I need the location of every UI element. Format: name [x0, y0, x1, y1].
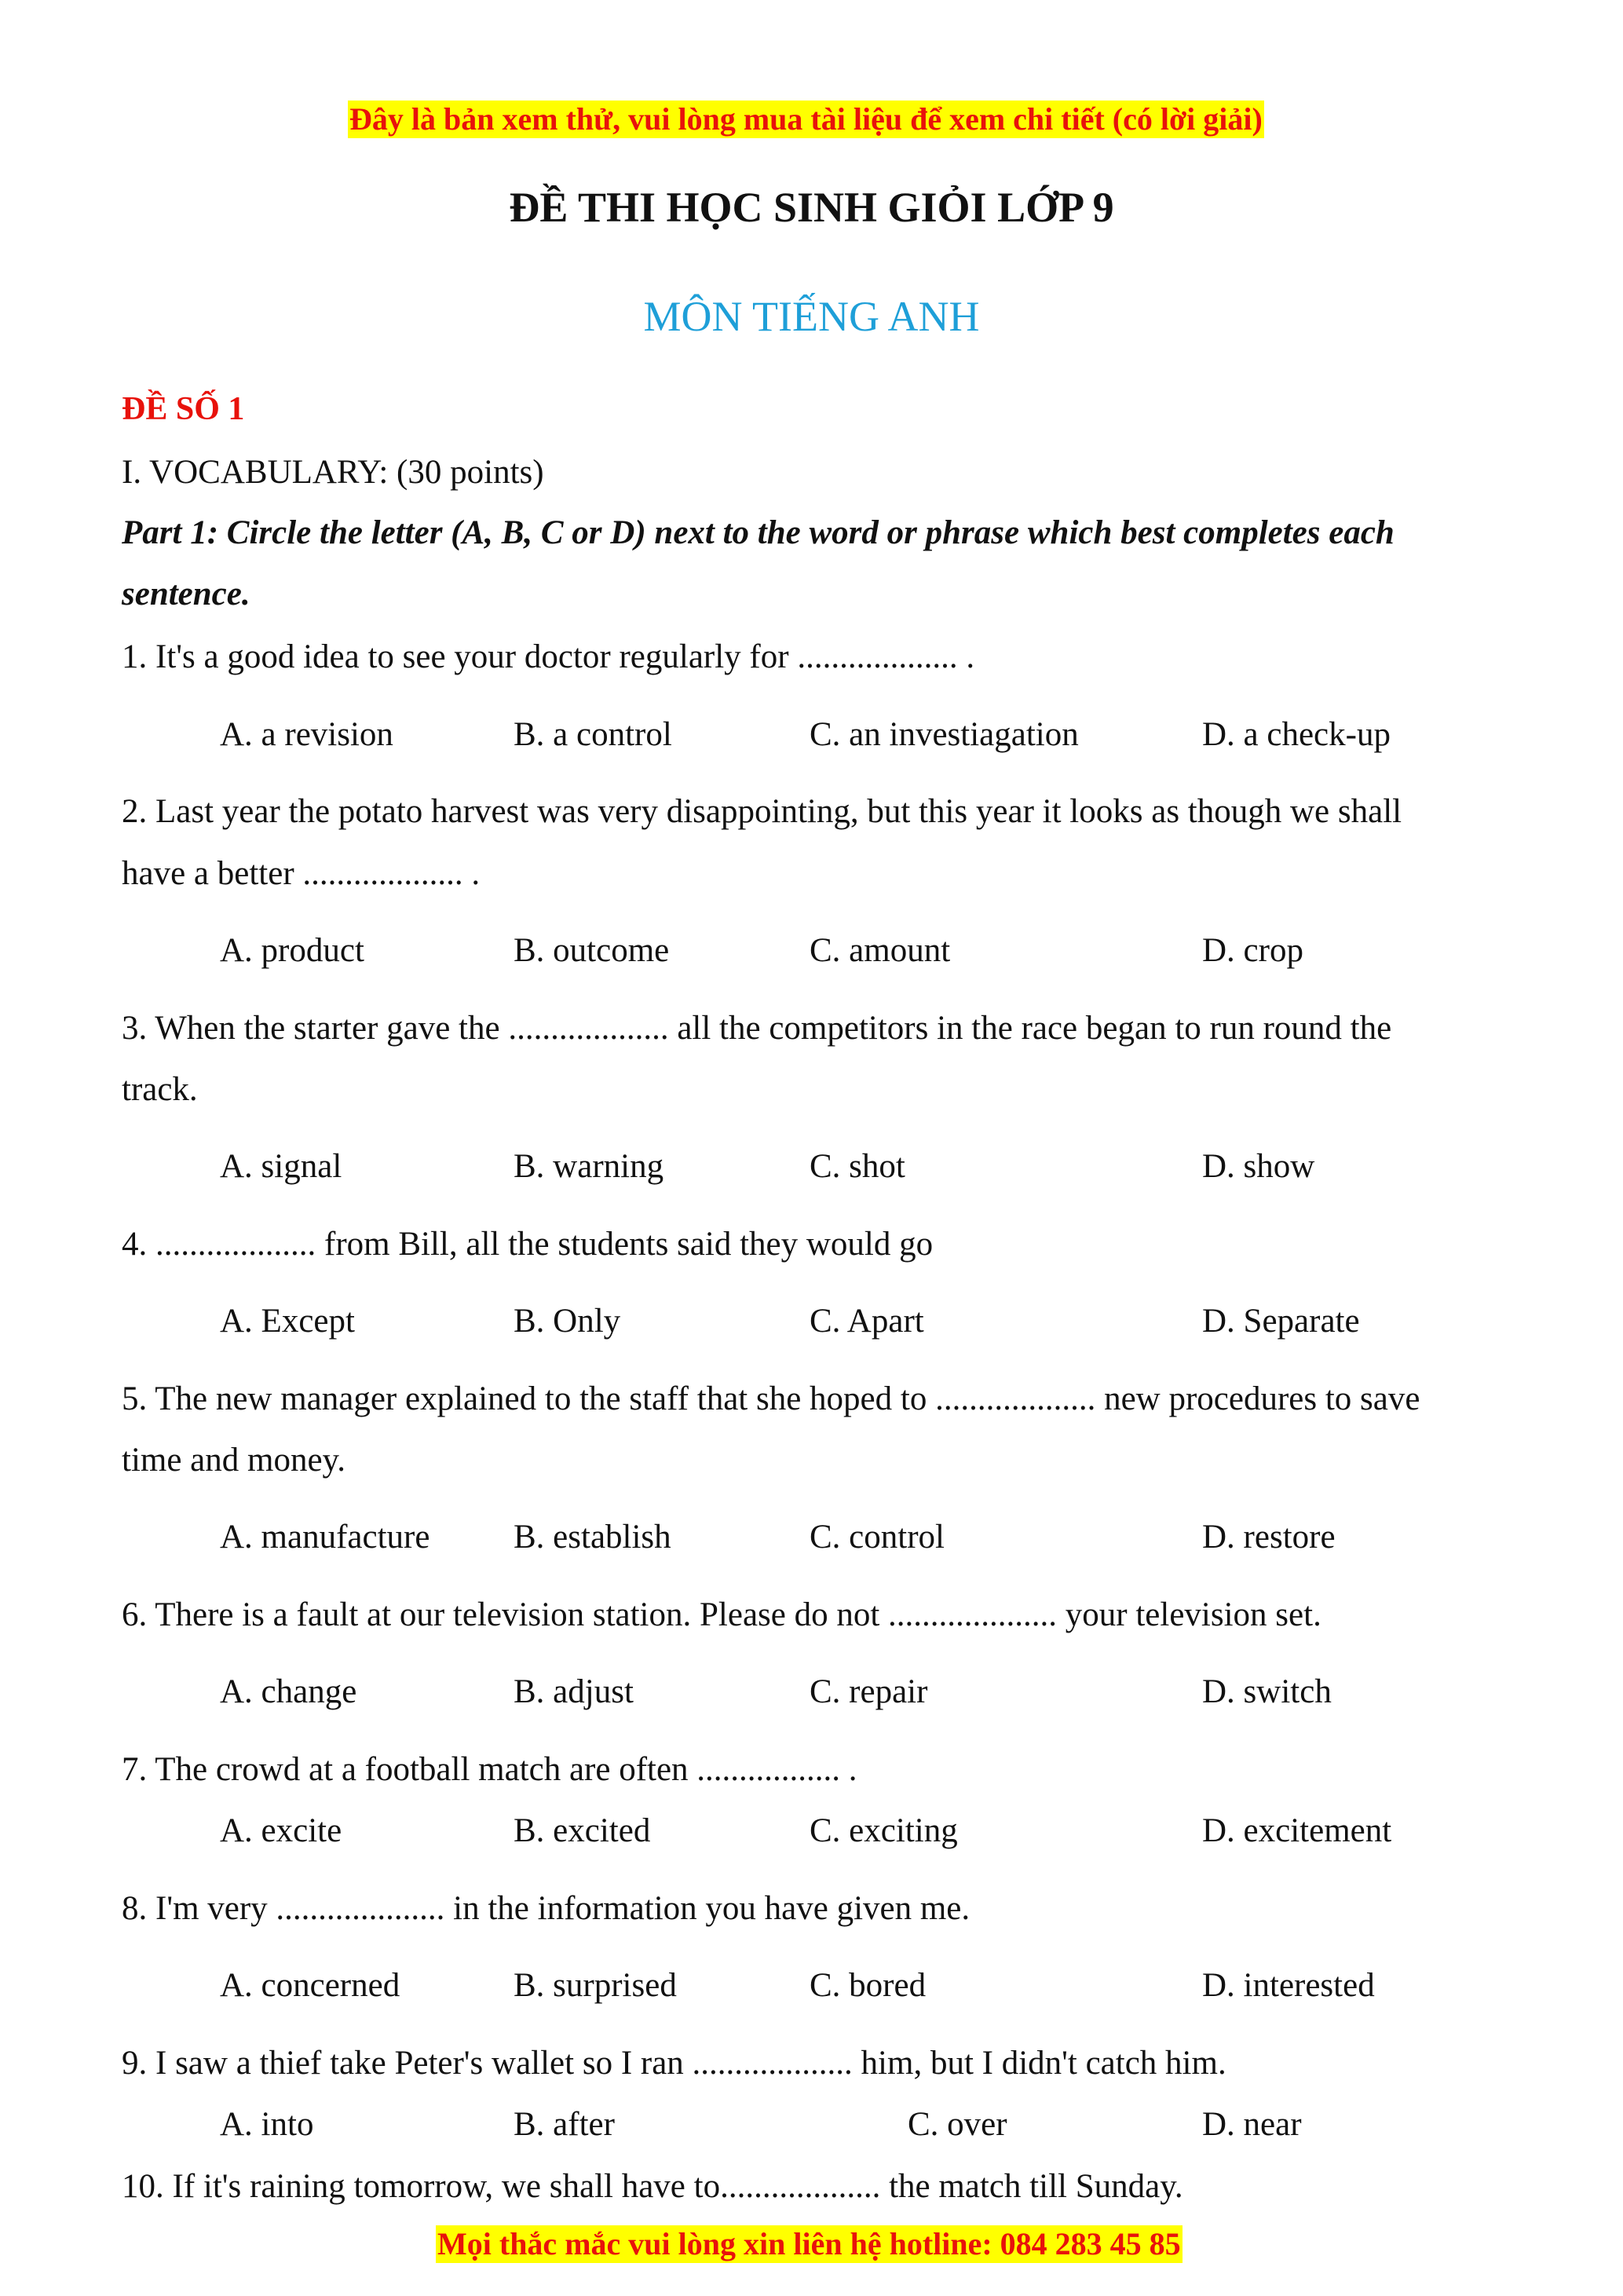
page-title: ĐỀ THI HỌC SINH GIỎI LỚP 9: [509, 184, 1114, 231]
question-6-text: 6. There is a fault at our television station. Please do not .................... your television set.: [122, 1596, 1321, 1633]
question-1-option-d[interactable]: D. a check-up: [1202, 716, 1391, 753]
question-1-option-a[interactable]: A. a revision: [220, 716, 393, 753]
exam-number: ĐỀ SỐ 1: [122, 391, 245, 427]
question-3-text: 3. When the starter gave the ................... all the competitors in the race began to run round the: [122, 1010, 1392, 1047]
question-8-option-c[interactable]: C. bored: [810, 1967, 927, 2004]
question-4-text: 4. ................... from Bill, all the students said they would go: [122, 1226, 934, 1263]
question-5-option-a[interactable]: A. manufacture: [220, 1519, 430, 1556]
question-7-option-c[interactable]: C. exciting: [810, 1812, 958, 1849]
question-5-option-b[interactable]: B. establish: [514, 1519, 671, 1556]
part-instruction-line1: Part 1: Circle the letter (A, B, C or D) next to the word or phrase which best completes each: [122, 514, 1395, 551]
question-3-option-a[interactable]: A. signal: [220, 1148, 342, 1185]
question-3-text-cont: track.: [122, 1071, 198, 1108]
subject-subtitle: MÔN TIẾNG ANH: [643, 293, 980, 340]
question-6-option-c[interactable]: C. repair: [810, 1673, 928, 1710]
hotline-footer-banner: Mọi thắc mắc vui lòng xin liên hệ hotline: 084 283 45 85: [437, 2226, 1181, 2261]
question-7-text: 7. The crowd at a football match are often ................. .: [122, 1751, 857, 1788]
question-9-option-c[interactable]: C. over: [908, 2106, 1007, 2143]
question-9-option-a[interactable]: A. into: [220, 2106, 314, 2143]
question-7-option-b[interactable]: B. excited: [514, 1812, 651, 1849]
question-7-option-a[interactable]: A. excite: [220, 1812, 342, 1849]
question-2-text: 2. Last year the potato harvest was very disappointing, but this year it looks as though we shall: [122, 793, 1402, 830]
question-4-option-a[interactable]: A. Except: [220, 1303, 355, 1340]
question-5-option-c[interactable]: C. control: [810, 1519, 945, 1556]
question-4-option-c[interactable]: C. Apart: [810, 1303, 924, 1340]
question-8-text: 8. I'm very .................... in the information you have given me.: [122, 1890, 971, 1927]
question-1-option-b[interactable]: B. a control: [514, 716, 672, 753]
question-9-text: 9. I saw a thief take Peter's wallet so I ran ................... him, but I didn't catch him.: [122, 2045, 1226, 2082]
question-9-option-b[interactable]: B. after: [514, 2106, 615, 2143]
section-heading: I. VOCABULARY: (30 points): [122, 454, 544, 491]
question-6-option-b[interactable]: B. adjust: [514, 1673, 634, 1710]
question-3-option-b[interactable]: B. warning: [514, 1148, 664, 1185]
question-8-option-d[interactable]: D. interested: [1202, 1967, 1375, 2004]
part-instruction-line2: sentence.: [122, 576, 250, 612]
question-2-option-a[interactable]: A. product: [220, 932, 364, 969]
question-8-option-a[interactable]: A. concerned: [220, 1967, 400, 2004]
question-5-text: 5. The new manager explained to the staff that she hoped to ................... new procedures to save: [122, 1380, 1420, 1417]
question-2-option-c[interactable]: C. amount: [810, 932, 951, 969]
question-3-option-d[interactable]: D. show: [1202, 1148, 1315, 1185]
question-2-option-d[interactable]: D. crop: [1202, 932, 1303, 969]
question-6-option-d[interactable]: D. switch: [1202, 1673, 1332, 1710]
question-1-text: 1. It's a good idea to see your doctor regularly for ................... .: [122, 638, 975, 675]
question-4-option-d[interactable]: D. Separate: [1202, 1303, 1360, 1340]
question-8-option-b[interactable]: B. surprised: [514, 1967, 677, 2004]
question-10-text: 10. If it's raining tomorrow, we shall have to................... the match till Sunday.: [122, 2168, 1183, 2205]
question-2-text-cont: have a better ................... .: [122, 855, 481, 892]
question-2-option-b[interactable]: B. outcome: [514, 932, 670, 969]
question-7-option-d[interactable]: D. excitement: [1202, 1812, 1392, 1849]
preview-notice-banner: Đây là bản xem thử, vui lòng mua tài liệu để xem chi tiết (có lời giải): [349, 101, 1263, 137]
question-3-option-c[interactable]: C. shot: [810, 1148, 905, 1185]
question-4-option-b[interactable]: B. Only: [514, 1303, 621, 1340]
question-6-option-a[interactable]: A. change: [220, 1673, 357, 1710]
question-9-option-d[interactable]: D. near: [1202, 2106, 1302, 2143]
question-5-text-cont: time and money.: [122, 1442, 346, 1479]
question-5-option-d[interactable]: D. restore: [1202, 1519, 1336, 1556]
question-1-option-c[interactable]: C. an investiagation: [810, 716, 1079, 753]
